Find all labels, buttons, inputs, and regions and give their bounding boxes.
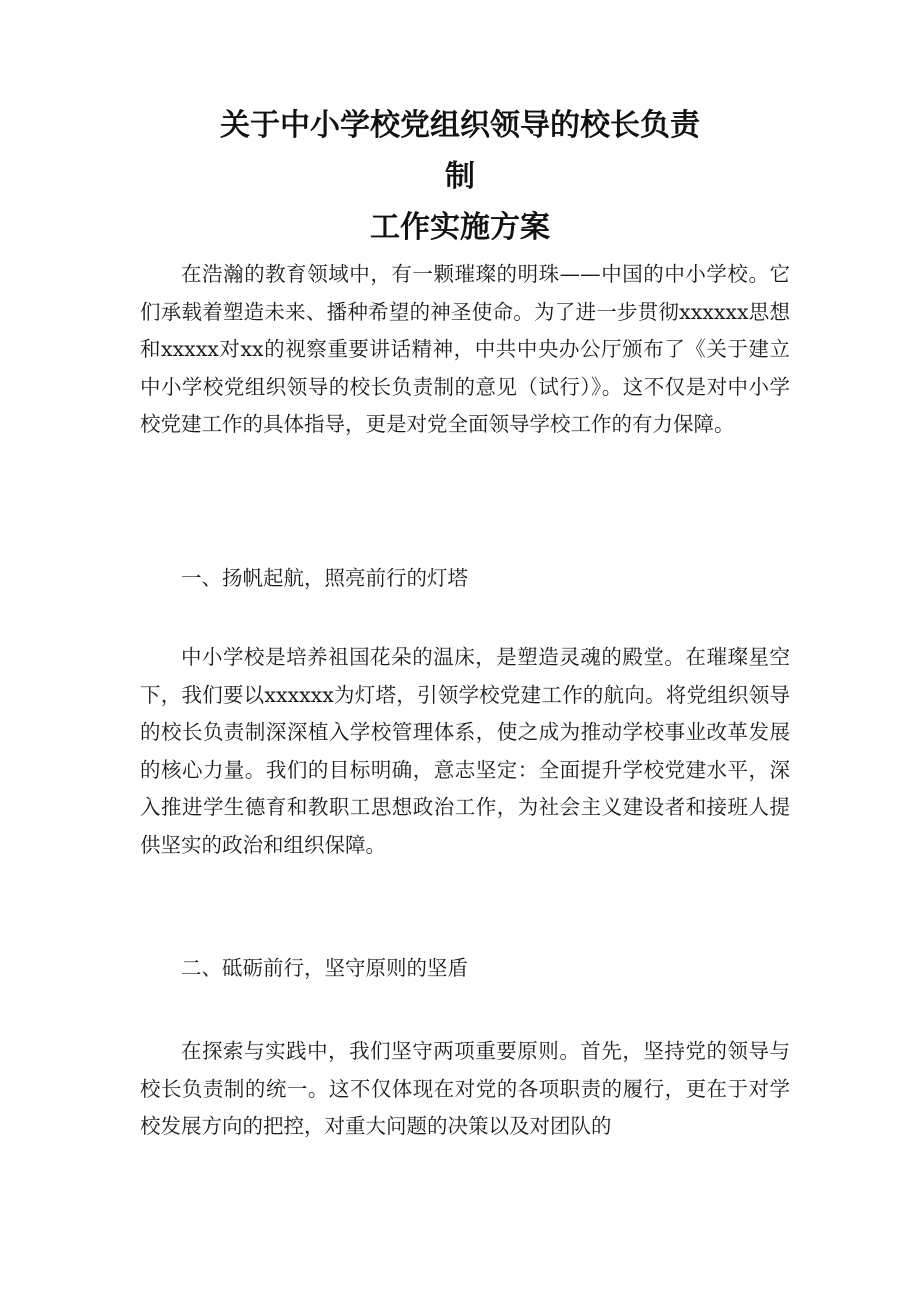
document-title-line-2: 制 bbox=[445, 159, 475, 194]
document-title-line-3: 工作实施方案 bbox=[370, 210, 550, 245]
section-2-heading: 二、砥砺前行，坚守原则的坚盾 bbox=[181, 956, 468, 980]
section-1-heading: 一、扬帆起航，照亮前行的灯塔 bbox=[181, 566, 468, 590]
intro-paragraph: 在浩瀚的教育领域中，有一颗璀璨的明珠——中国的中小学校。它们承载着塑造未来、播种希望的神圣使命。为了进一步贯彻xxxxxx思想和xxxxx对xx的视察重要讲话精神，中共中央办公厅颁布了《关于建立中小学校党组织领导的校长负责制的意见（试行）》。这不仅是对中小学校党建工作的具体指导，更是对党全面领导学校工作的有力保障。 bbox=[140, 262, 790, 437]
section-2-paragraph: 在探索与实践中，我们坚守两项重要原则。首先，坚持党的领导与校长负责制的统一。这不仅体现在对党的各项职责的履行，更在于对学校发展方向的把控，对重大问题的决策以及对团队的 bbox=[140, 1039, 790, 1139]
document-title-line-1: 关于中小学校党组织领导的校长负责 bbox=[220, 108, 700, 143]
section-1-paragraph: 中小学校是培养祖国花朵的温床，是塑造灵魂的殿堂。在璀璨星空下，我们要以xxxxxx为灯塔，引领学校党建工作的航向。将党组织领导的校长负责制深深植入学校管理体系，使之成为推动学校事业改革发展的核心力量。我们的目标明确，意志坚定：全面提升学校党建水平，深入推进学生德育和教职工思想政治工作，为社会主义建设者和接班人提供坚实的政治和组织保障。 bbox=[140, 645, 790, 857]
